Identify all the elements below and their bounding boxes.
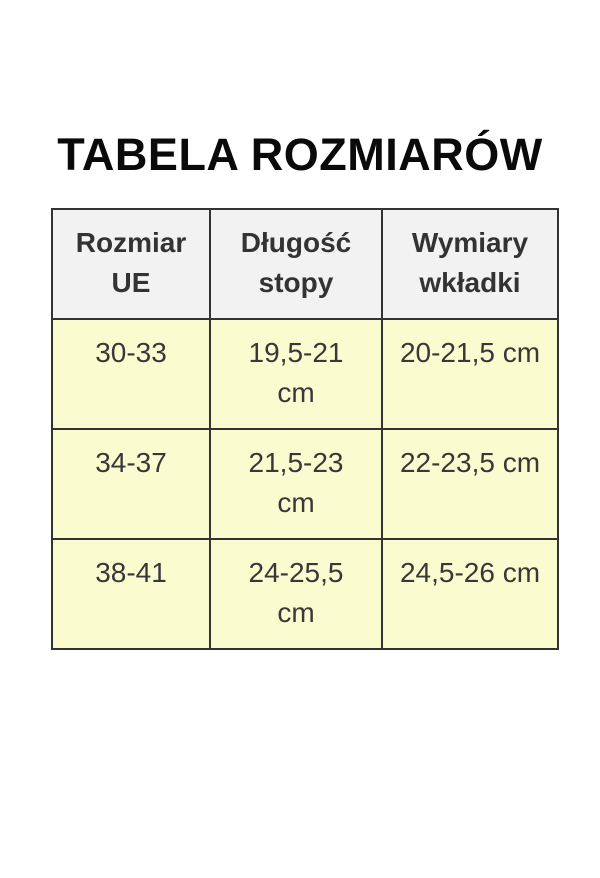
header-cell-wymiary-wkladki: Wymiary wkładki [382,209,558,319]
cell-foot-length-1: 19,5-21 cm [210,319,382,429]
size-chart-row-3 [52,539,558,649]
size-chart-row-1 [52,319,558,429]
cell-foot-length-3: 24-25,5 cm [210,539,382,649]
page-title: TABELA ROZMIARÓW [57,129,543,180]
size-chart-header-row [52,209,558,319]
cell-size-eu-1: 30-33 [52,319,210,429]
size-chart-row-2 [52,429,558,539]
cell-size-eu-2: 34-37 [52,429,210,539]
cell-foot-length-2: 21,5-23 cm [210,429,382,539]
cell-insole-size-2: 22-23,5 cm [382,429,558,539]
cell-insole-size-1: 20-21,5 cm [382,319,558,429]
header-cell-dlugosc-stopy: Długość stopy [210,209,382,319]
header-cell-rozmiar-ue: Rozmiar UE [52,209,210,319]
size-chart-table [51,208,559,650]
cell-insole-size-3: 24,5-26 cm [382,539,558,649]
cell-size-eu-3: 38-41 [52,539,210,649]
